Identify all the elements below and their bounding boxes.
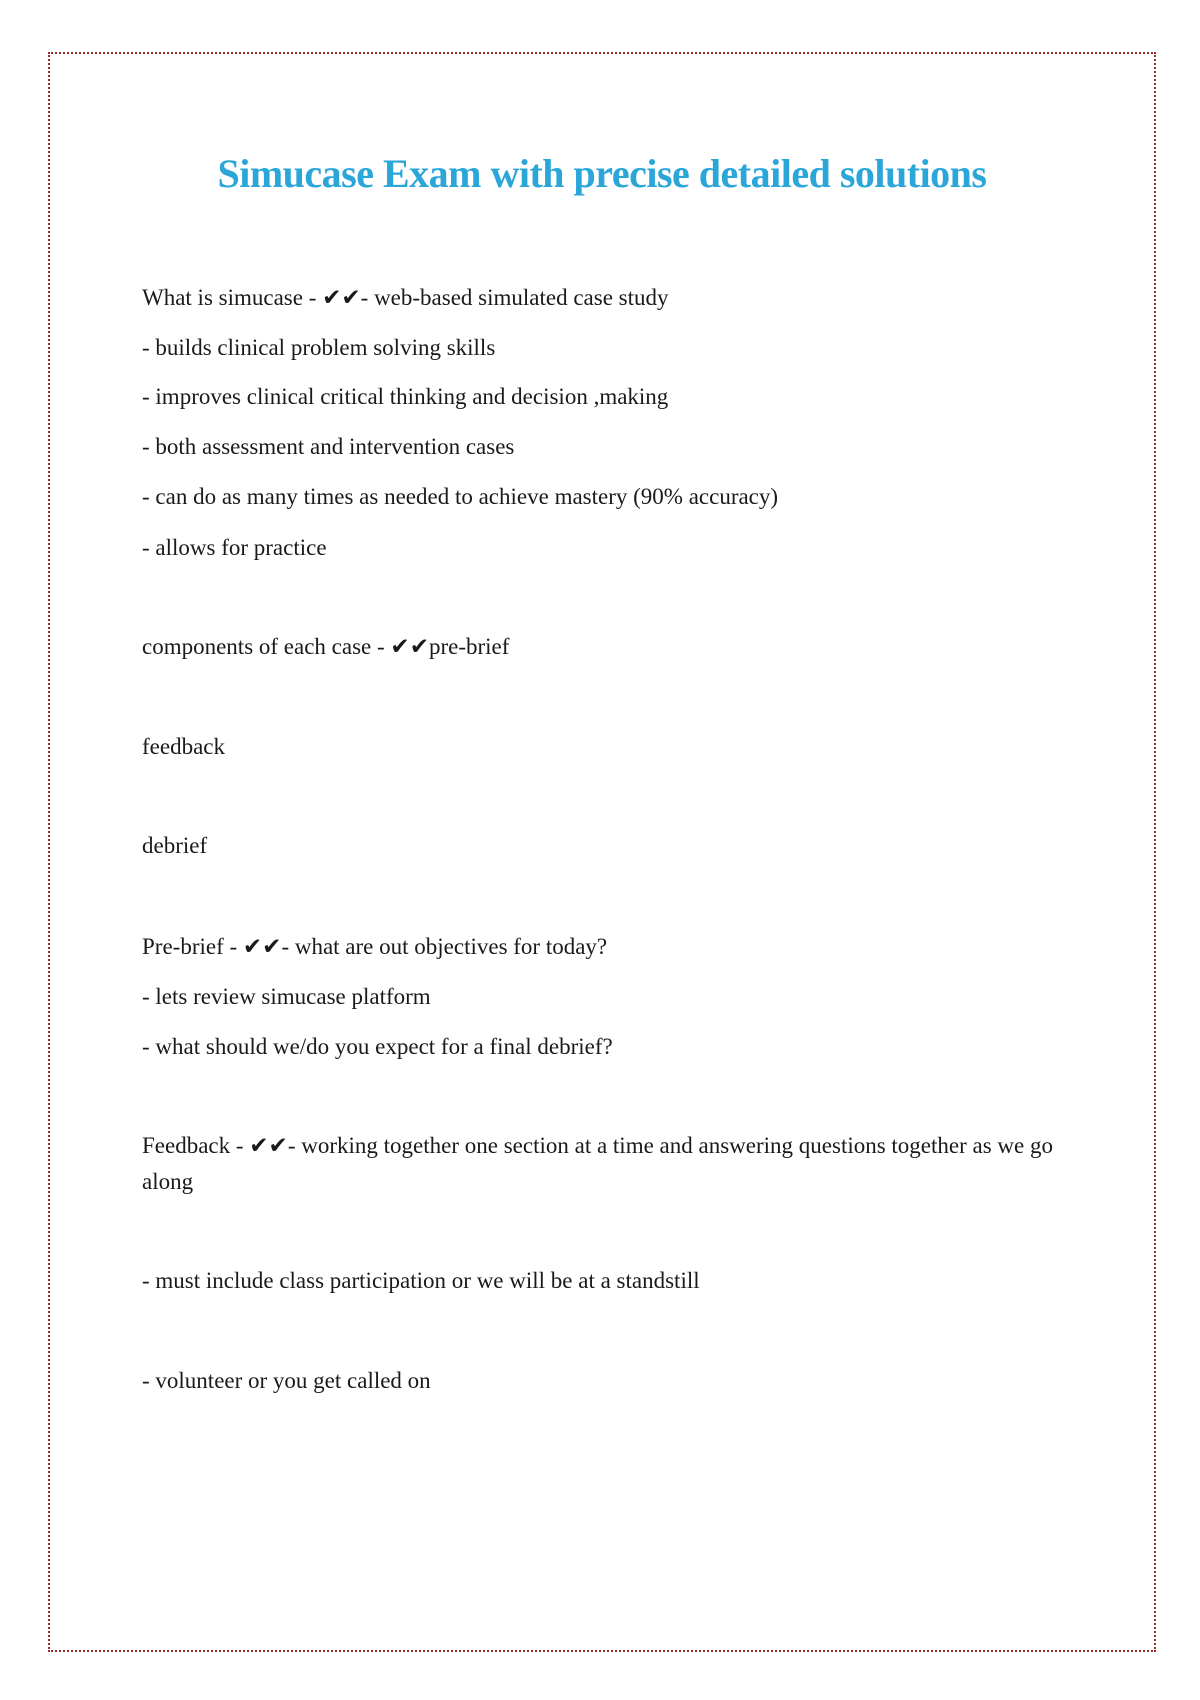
- qa-line-feedback: feedback: [142, 734, 225, 759]
- qa-line-bullet: - volunteer or you get called on: [142, 1368, 431, 1393]
- qa-line-bullet: - improves clinical critical thinking and decision ,making: [142, 384, 669, 409]
- qa-line-bullet: - must include class participation or we will be at a standstill: [142, 1268, 700, 1293]
- qa-line-bullet: - builds clinical problem solving skills: [142, 335, 496, 360]
- qa-line-bullet: - both assessment and intervention cases: [142, 434, 515, 459]
- qa-line-bullet: - lets review simucase platform: [142, 984, 431, 1009]
- qa-line-bullet: - allows for practice: [142, 535, 327, 560]
- qa-line-feedback-answer: Feedback - ✔✔- working together one section at a time and answering questions together as we go along: [142, 1133, 1054, 1194]
- qa-line-bullet: - can do as many times as needed to achieve mastery (90% accuracy): [142, 484, 779, 509]
- qa-line-components: components of each case - ✔✔pre-brief: [142, 634, 510, 659]
- qa-line-what-is-simucase: What is simucase - ✔✔- web-based simulated case study: [142, 285, 669, 310]
- document-title: Simucase Exam with precise detailed solutions: [217, 151, 987, 196]
- qa-line-bullet: - what should we/do you expect for a final debrief?: [142, 1034, 613, 1059]
- qa-line-pre-brief: Pre-brief - ✔✔- what are out objectives for today?: [142, 934, 608, 959]
- qa-line-debrief: debrief: [142, 833, 208, 858]
